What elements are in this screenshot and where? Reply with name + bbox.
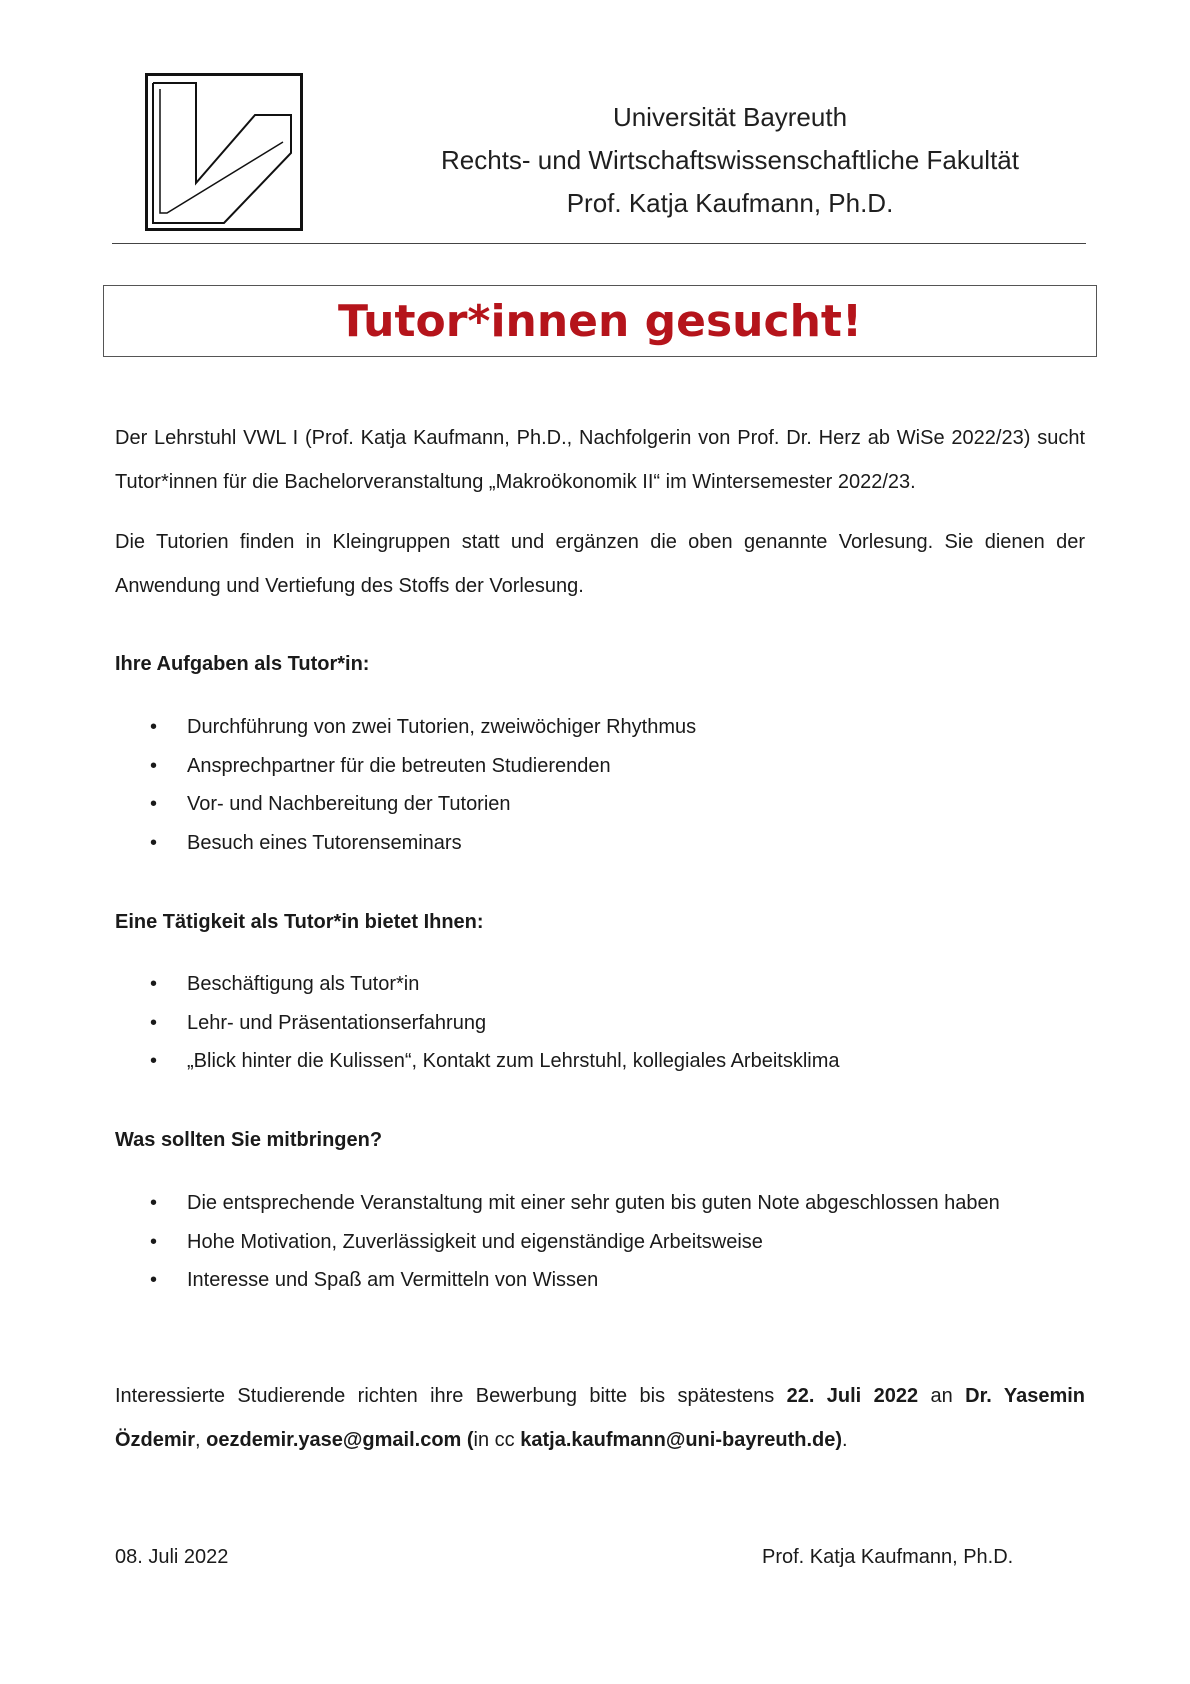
requirements-list bbox=[115, 1186, 1015, 1302]
bullet-icon: • bbox=[150, 973, 158, 995]
bullet-icon: • bbox=[150, 1192, 158, 1214]
contact-person: Dr. Yasemin Özdemir bbox=[115, 1385, 1085, 1451]
header-divider bbox=[112, 243, 1086, 244]
professor-name: Prof. Katja Kaufmann, Ph.D. bbox=[566, 188, 894, 218]
list-item: • Beschäftigung als Tutor*in bbox=[115, 967, 1015, 1001]
university-name: Universität Bayreuth bbox=[612, 102, 848, 132]
deadline: 22. Juli 2022 bbox=[786, 1385, 919, 1407]
bullet-icon: • bbox=[150, 831, 158, 854]
footer-date: 08. Juli 2022 bbox=[115, 1546, 229, 1568]
intro-paragraph-1 bbox=[115, 416, 1085, 504]
offers-heading: Eine Tätigkeit als Tutor*in bietet Ihnen: bbox=[115, 911, 484, 933]
list-item: • Vor- und Nachbereitung der Tutorien bbox=[115, 787, 1015, 821]
bullet-icon: • bbox=[150, 1011, 158, 1034]
list-item: • Besuch eines Tutorenseminars bbox=[115, 826, 1015, 860]
bullet-icon: • bbox=[150, 1269, 158, 1291]
bullet-icon: • bbox=[150, 793, 158, 815]
list-item: • Die entsprechende Veranstaltung mit einer sehr guten bis guten Note abgeschlossen haben bbox=[115, 1186, 1015, 1220]
intro-text-1: Der Lehrstuhl VWL I (Prof. Katja Kaufmann, Ph.D., Nachfolgerin von Prof. Dr. Herz ab WiSe 2022/23) sucht Tutor*innen für die Bachelorveranstaltung „Makroökonomik II“ im Wintersemester 2022/23. bbox=[115, 427, 1085, 493]
faculty-name: Rechts- und Wirtschaftswissenschaftliche Fakultät bbox=[441, 145, 1019, 175]
list-item: • Durchführung von zwei Tutorien, zweiwöchiger Rhythmus bbox=[115, 710, 1015, 744]
list-item: • Ansprechpartner für die betreuten Studierenden bbox=[115, 749, 1015, 783]
title-box bbox=[103, 285, 1097, 357]
bullet-icon: • bbox=[150, 754, 158, 777]
contact-paragraph: Interessierte Studierende richten ihre Bewerbung bitte bis spätestens 22. Juli 2022 an Dr. Yasemin Özdemir, oezdemir.yase@gmail.com (in cc katja.kaufmann@uni-bayreuth.de). bbox=[115, 1385, 1085, 1451]
list-item: • Interesse und Spaß am Vermitteln von Wissen bbox=[115, 1263, 1015, 1297]
bullet-icon: • bbox=[150, 1050, 158, 1072]
offers-list bbox=[115, 967, 1015, 1083]
list-item: • Hohe Motivation, Zuverlässigkeit und eigenständige Arbeitsweise bbox=[115, 1225, 1015, 1259]
footer-signature: Prof. Katja Kaufmann, Ph.D. bbox=[762, 1546, 1014, 1568]
contact-email[interactable]: oezdemir.yase@gmail.com bbox=[206, 1429, 462, 1451]
list-item: • Lehr- und Präsentationserfahrung bbox=[115, 1006, 1015, 1040]
letterhead bbox=[330, 96, 1130, 225]
cc-email[interactable]: katja.kaufmann@uni-bayreuth.de bbox=[520, 1429, 836, 1451]
tasks-heading: Ihre Aufgaben als Tutor*in: bbox=[115, 653, 370, 675]
list-item: • „Blick hinter die Kulissen“, Kontakt zum Lehrstuhl, kollegiales Arbeitsklima bbox=[115, 1044, 1015, 1078]
intro-paragraph-2 bbox=[115, 520, 1085, 608]
tasks-list bbox=[115, 710, 1015, 864]
university-logo bbox=[145, 73, 303, 231]
intro-text-2: Die Tutorien finden in Kleingruppen statt und ergänzen die oben genannte Vorlesung. Sie dienen der Anwendung und Vertiefung des Stoffs der Vorlesung. bbox=[115, 531, 1085, 597]
page-title: Tutor*innen gesucht! bbox=[337, 296, 863, 347]
bullet-icon: • bbox=[150, 716, 158, 738]
bullet-icon: • bbox=[150, 1230, 158, 1253]
requirements-heading: Was sollten Sie mitbringen? bbox=[115, 1129, 383, 1151]
